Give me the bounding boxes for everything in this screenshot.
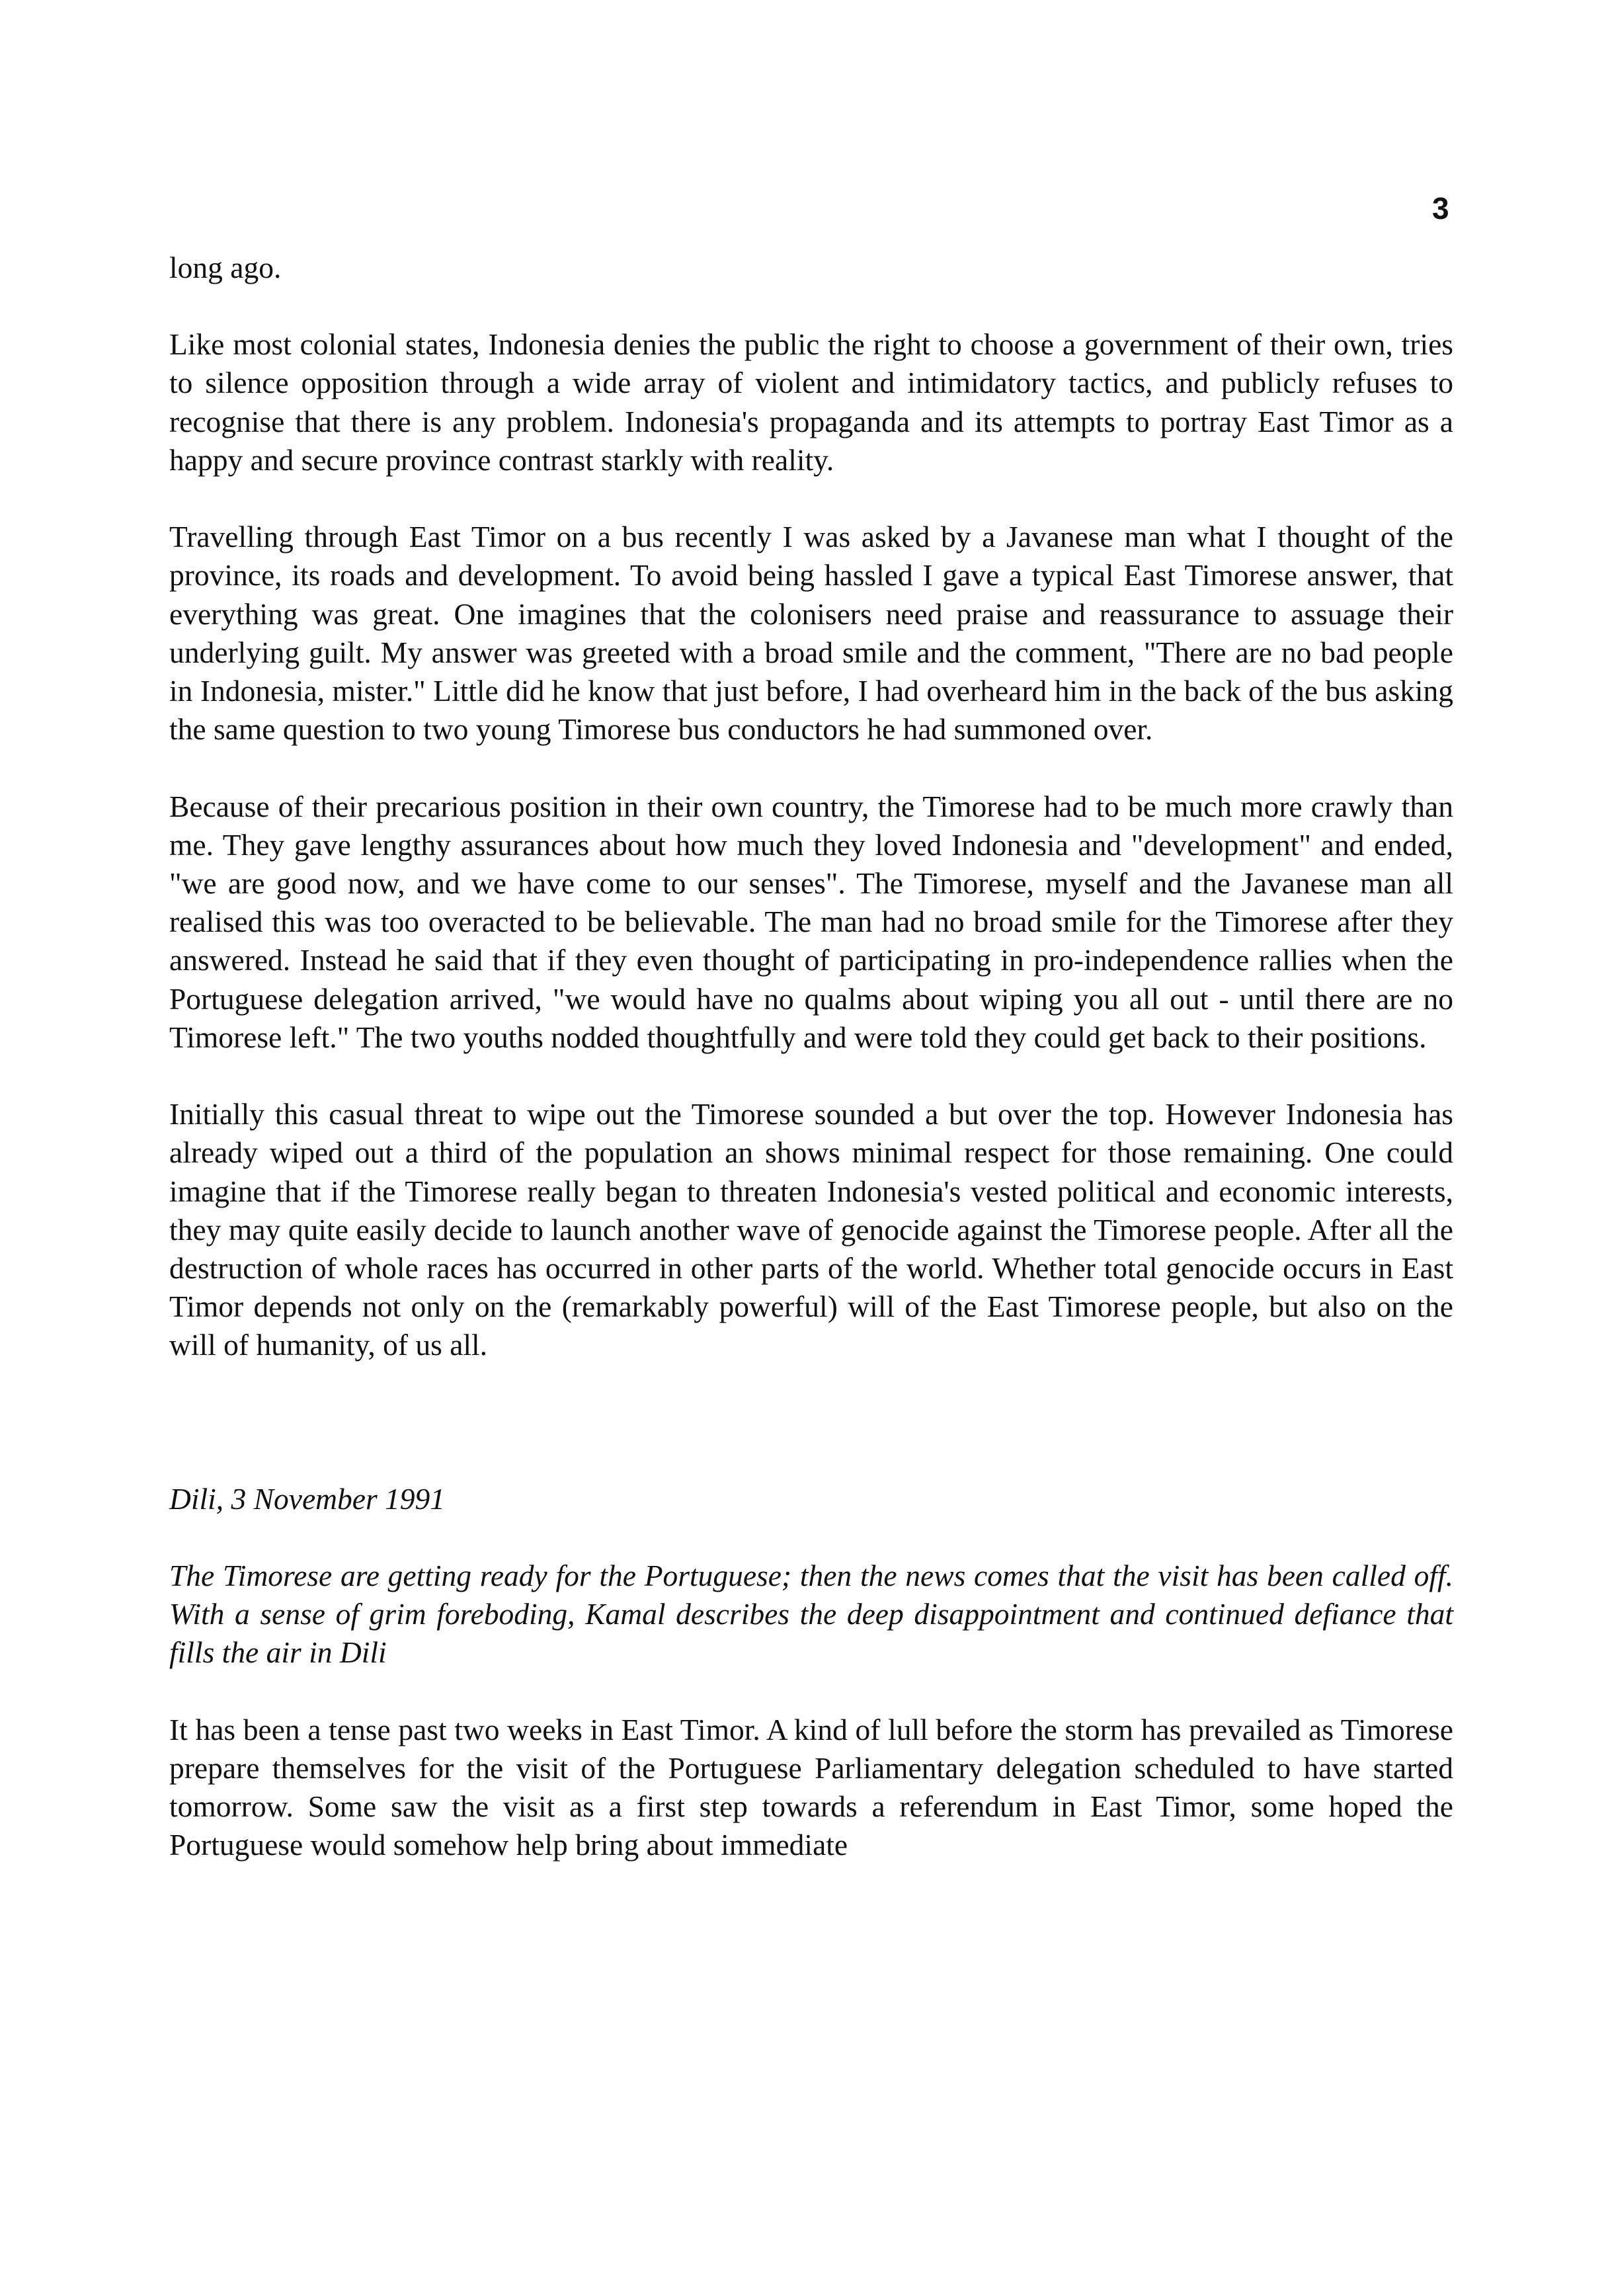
standfirst: The Timorese are getting ready for the Portuguese; then the news comes that the visit has been called off. With a sense of grim foreboding, Kamal describes the deep disappointment and continued defiance that fills the air in Dili: [169, 1559, 1453, 1670]
paragraph: Initially this casual threat to wipe out the Timorese sounded a but over the top. However Indonesia has already wiped out a third of the population an shows minimal respect for those remaining. One could imagine that if the Timorese really began to threaten Indonesia's vested political and economic interests, they may quite easily decide to launch another wave of genocide against the Timorese people. After all the destruction of whole races has occurred in other parts of the world. Whether total genocide occurs in East Timor depends not only on the (remarkably powerful) will of the East Timorese people, but also on the will of humanity, of us all.: [169, 1097, 1453, 1362]
continuation-line: long ago.: [169, 251, 282, 284]
page-number: 3: [1432, 191, 1449, 226]
dateline: Dili, 3 November 1991: [169, 1481, 446, 1516]
paragraph: Like most colonial states, Indonesia denies the public the right to choose a government of their own, tries to silence opposition through a wide array of violent and intimidatory tactics, and publicly refuses to recognise that there is any problem. Indonesia's propaganda and its attempts to portray East Timor as a happy and secure province contrast starkly with reality.: [169, 327, 1453, 477]
body-text: [169, 249, 1453, 1903]
opening-paragraph: It has been a tense past two weeks in East Timor. A kind of lull before the storm has prevailed as Timorese prepare themselves for the visit of the Portuguese Parliamentary delegation scheduled to have started tomorrow. Some saw the visit as a first step towards a referendum in East Timor, some hoped the Portuguese would somehow help bring about immediate: [169, 1712, 1453, 1862]
paragraph: Travelling through East Timor on a bus recently I was asked by a Javanese man what I thought of the province, its roads and development. To avoid being hassled I gave a typical East Timorese answer, that everything was great. One imagines that the colonisers need praise and reassurance to assuage their underlying guilt. My answer was greeted with a broad smile and the comment, "There are no bad people in Indonesia, mister." Little did he know that just before, I had overheard him in the back of the bus asking the same question to two young Timorese bus conductors he had summoned over.: [169, 520, 1453, 747]
paragraph: Because of their precarious position in their own country, the Timorese had to be much more crawly than me. They gave lengthy assurances about how much they loved Indonesia and "development" and ended, "we are good now, and we have come to our senses". The Timorese, myself and the Javanese man all realised this was too overacted to be believable. The man had no broad smile for the Timorese after they answered. Instead he said that if they even thought of participating in pro-independence rallies when the Portuguese delegation arrived, "we would have no qualms about wiping you all out - until there are no Timorese left." The two youths nodded thoughtfully and were told they could get back to their positions.: [169, 789, 1453, 1054]
